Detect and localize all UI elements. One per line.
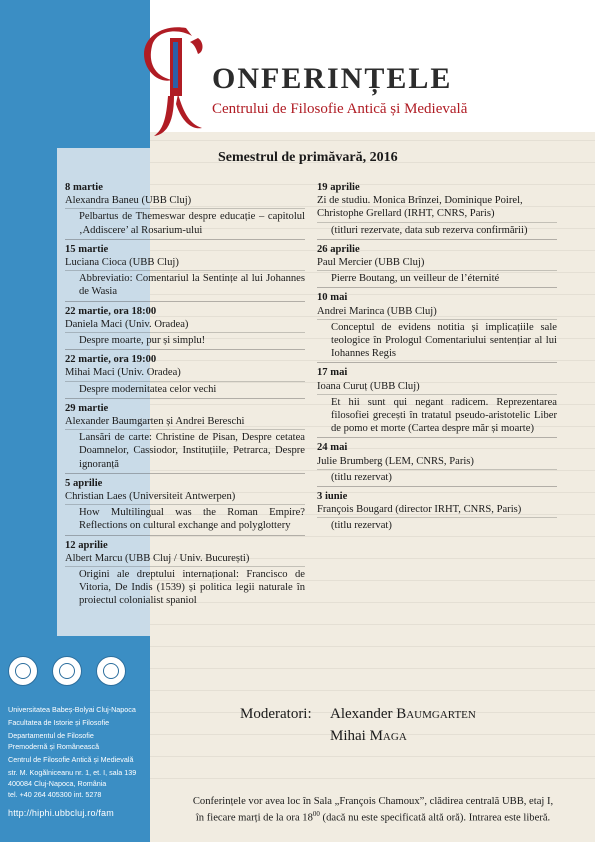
manuscript-line [150, 756, 595, 757]
session-speaker: Luciana Cioca (UBB Cluj) [65, 256, 305, 271]
page-title: ONFERINȚELE [212, 62, 453, 95]
schedule-right-column [317, 181, 557, 534]
session-speaker: Christian Laes (Universiteit Antwerpen) [65, 490, 305, 505]
session-date: 22 martie, ora 18:00 [65, 301, 305, 318]
institution-logos [8, 656, 138, 686]
session-entry [65, 535, 305, 608]
university-name: Universitatea Babeș-Bolyai Cluj-Napoca [8, 705, 136, 714]
address-line-1: str. M. Kogălniceanu nr. 1, et. I, sala 139 [8, 768, 137, 777]
session-topic: How Multilingual was the Roman Empire? Reflections on cultural exchange and polyglottery [79, 507, 305, 532]
session-entry [65, 181, 305, 237]
manuscript-line [150, 690, 595, 691]
session-speaker: Alexandra Baneu (UBB Cluj) [65, 194, 305, 209]
session-date: 17 mai [317, 362, 557, 379]
session-topic: Despre moarte, pur și simplu! [79, 335, 206, 347]
session-topic: Pierre Boutang, un veilleur de l’éternité [331, 273, 500, 285]
illuminated-initial-logo [138, 24, 212, 144]
semester-heading: Semestrul de primăvară, 2016 [218, 150, 398, 165]
schedule-left-column [65, 181, 305, 609]
session-speaker: Paul Mercier (UBB Cluj) [317, 256, 557, 271]
website-link[interactable]: http://hiphi.ubbcluj.ro/fam [8, 808, 114, 818]
moderator-1: Alexander Baumgarten [330, 706, 476, 722]
session-date: 10 mai [317, 287, 557, 304]
session-date: 26 aprilie [317, 239, 557, 256]
department-name-1: Departamentul de Filosofie [8, 731, 94, 740]
session-date: 8 martie [65, 182, 103, 193]
session-topic: (titlu rezervat) [331, 471, 392, 483]
session-topic: Origini ale dreptului internațional: Francisco de Vitoria, De Indis (1539) și politica legii naturale în proiectul colonialist spaniol [79, 569, 305, 607]
venue-footer [158, 795, 588, 825]
department-name-2: Premodernă și Românească [8, 742, 100, 751]
session-date: 5 aprilie [65, 473, 305, 490]
session-date: 3 iunie [317, 486, 557, 503]
session-date: 24 mai [317, 437, 557, 454]
session-topic: Abbreviatio: Comentariul la Sentințe al lui Johannes de Wasia [79, 273, 305, 298]
centre-name: Centrul de Filosofie Antică și Medievală [8, 755, 134, 764]
session-topic: Conceptul de evidens notitia și implicațiile sale teologice în Prologul Comentariului sentențiar al lui Iohannes Regis [331, 321, 557, 360]
session-speaker: Julie Brumberg (LEM, CNRS, Paris) [317, 455, 557, 470]
footer-line-2: în fiecare marți de la ora $18^{00}$ (dacă nu este specificată altă oră). Intrarea este liberă. [195, 810, 551, 824]
faculty-name: Facultatea de Istorie și Filosofie [8, 718, 110, 727]
page-subtitle: Centrului de Filosofie Antică și Medievală [212, 101, 468, 117]
session-date: 12 aprilie [65, 535, 305, 552]
manuscript-line [150, 668, 595, 669]
footer-line-1: Conferințele vor avea loc în Sala „François Chamoux”, clădirea centrală UBB, etaj I, [192, 796, 554, 807]
session-entry [317, 486, 557, 533]
session-date: 29 martie [65, 398, 305, 415]
session-speaker: Daniela Maci (Univ. Oradea) [65, 318, 305, 333]
session-date: 15 martie [65, 239, 305, 256]
session-topic: (titluri rezervate, data sub rezerva confirmării) [331, 224, 528, 236]
session-topic: Despre modernitatea celor vechi [79, 383, 217, 395]
faculty-seal-icon [52, 656, 82, 686]
manuscript-line [150, 140, 595, 141]
session-entry [317, 239, 557, 286]
session-topic: Et hii sunt qui negant radicem. Reprezentarea filosofiei grecești în tratatul pseudo-aristotelic Liber de pomo et morte (Cartea despre măr și moarte) [331, 396, 557, 435]
session-topic: Pelbartus de Themeswar despre educație – capitolul ‚Addiscere’ al Rosarium-ului [79, 211, 305, 236]
session-date: 19 aprilie [317, 182, 360, 193]
session-entry [65, 473, 305, 533]
centre-seal-icon [96, 656, 126, 686]
session-topic: (titlu rezervat) [331, 520, 392, 532]
institution-info [8, 704, 148, 800]
session-speaker: Ioana Curuț (UBB Cluj) [317, 380, 557, 395]
session-speaker: Zi de studiu. Monica Brînzei, Dominique Poirel, Christophe Grellard (IRHT, CNRS, Paris) [317, 194, 557, 222]
manuscript-line [150, 646, 595, 647]
session-entry [65, 301, 305, 348]
session-speaker: Andrei Marinca (UBB Cluj) [317, 305, 557, 320]
phone: tel. +40 264 405300 int. 5278 [8, 790, 102, 799]
session-speaker: Albert Marcu (UBB Cluj / Univ. București) [65, 552, 305, 567]
manuscript-line [150, 624, 595, 625]
session-entry [65, 349, 305, 396]
moderators-label: Moderatori: [240, 706, 312, 722]
manuscript-line [150, 778, 595, 779]
university-seal-icon [8, 656, 38, 686]
session-entry [317, 287, 557, 360]
session-entry [65, 239, 305, 299]
session-entry [65, 398, 305, 471]
session-topic: Lansări de carte: Christine de Pisan, Despre cetatea Doamnelor, Cassiodor, Instituțiile, Petrarca, Despre ignoranță [79, 432, 305, 470]
session-speaker: Mihai Maci (Univ. Oradea) [65, 366, 305, 381]
session-speaker: Alexander Baumgarten și Andrei Bereschi [65, 415, 305, 430]
session-date: 22 martie, ora 19:00 [65, 349, 305, 366]
session-speaker: François Bougard (director IRHT, CNRS, Paris) [317, 503, 557, 518]
session-entry [317, 362, 557, 435]
session-entry [317, 437, 557, 484]
address-line-2: 400084 Cluj-Napoca, România [8, 779, 107, 788]
session-entry [317, 181, 557, 237]
moderator-2: Mihai Maga [330, 728, 407, 744]
